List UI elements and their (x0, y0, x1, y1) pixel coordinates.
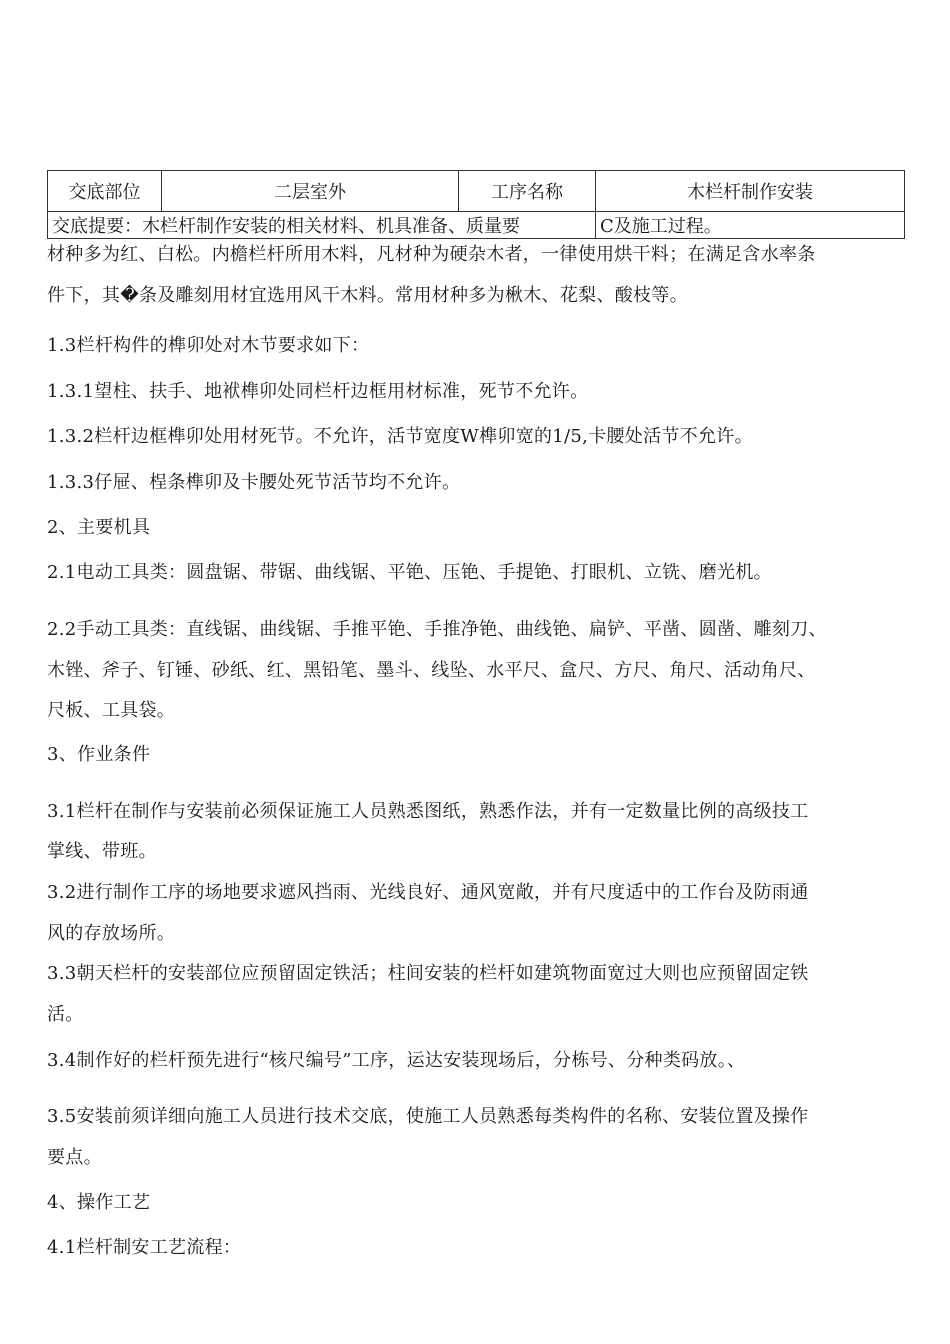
paragraph-line: 2.1电动工具类：圆盘锯、带锯、曲线锯、平铯、压铯、手提铯、打眼机、立铣、磨光机。 (47, 562, 772, 583)
dept-value: 二层室外 (162, 171, 459, 212)
summary-left: 交底提要：木栏杆制作安装的相关材料、机具准备、质量要 (48, 212, 596, 239)
paragraph-line: 2.2手动工具类：直线锯、曲线锯、手推平铯、手推净铯、曲线铯、扁铲、平凿、圆凿、雕刻刀、 (47, 619, 827, 640)
section-heading-1-3: 1.3栏杆构件的榫卯处对木节要求如下： (47, 335, 370, 356)
paragraph-line: 3.2进行制作工序的场地要求遮风挡雨、光线良好、通风宽敞，并有尺度适中的工作台及防雨通 (47, 882, 809, 903)
disclosure-header-table (47, 170, 905, 239)
paragraph-line: 风的存放场所。 (47, 923, 176, 944)
process-label: 工序名称 (459, 171, 596, 212)
paragraph-line: 3.1栏杆在制作与安装前必须保证施工人员熟悉图纸，熟悉作法，并有一定数量比例的高级技工 (47, 801, 809, 822)
paragraph-line: 木锉、斧子、钉锤、砂纸、红、黑铅笔、墨斗、线坠、水平尺、盒尺、方尺、角尺、活动角尺、 (47, 660, 816, 681)
paragraph-line: 掌线、带班。 (47, 841, 157, 862)
paragraph-line: 3.5安装前须详细向施工人员进行技术交底，使施工人员熟悉每类构件的名称、安装位置及操作 (47, 1106, 809, 1127)
section-heading-2: 2、主要机具 (47, 517, 151, 538)
dept-label: 交底部位 (48, 171, 162, 212)
paragraph-line: 1.3.2栏杆边框榫卯处用材死节。不允许，活节宽度W榫卯宽的1/5,卡腰处活节不允许。 (47, 426, 753, 447)
section-heading-4: 4、操作工艺 (47, 1192, 151, 1213)
paragraph-line: 要点。 (47, 1147, 102, 1168)
paragraph-line: 材种多为红、白松。内檐栏杆所用木料，凡材种为硬杂木者，一律使用烘干料；在满足含水率条 (47, 244, 816, 265)
paragraph-line: 1.3.3仔屉、桯条榫卯及卡腰处死节活节均不允许。 (47, 472, 461, 493)
paragraph-line: 3.3朝天栏杆的安装部位应预留固定铁活；柱间安装的栏杆如建筑物面宽过大则也应预留固定铁 (47, 963, 809, 984)
paragraph-line: 1.3.1望柱、扶手、地袱榫卯处同栏杆边框用材标准，死节不允许。 (47, 381, 589, 402)
paragraph-line: 活。 (47, 1004, 84, 1025)
paragraph-line: 尺板、工具袋。 (47, 700, 176, 721)
paragraph-line: 3.4制作好的栏杆预先进行“核尺编号”工序，运达安装现场后，分栋号、分种类码放。、 (47, 1050, 746, 1071)
summary-right: C及施工过程。 (596, 212, 905, 239)
section-heading-4-1: 4.1栏杆制安工艺流程： (47, 1237, 242, 1258)
process-value: 木栏杆制作安装 (596, 171, 905, 212)
paragraph-line: 件下，其�条及雕刻用材宜选用风干木料。常用材种多为楸木、花梨、酸枝等。 (47, 285, 688, 306)
section-heading-3: 3、作业条件 (47, 744, 151, 765)
